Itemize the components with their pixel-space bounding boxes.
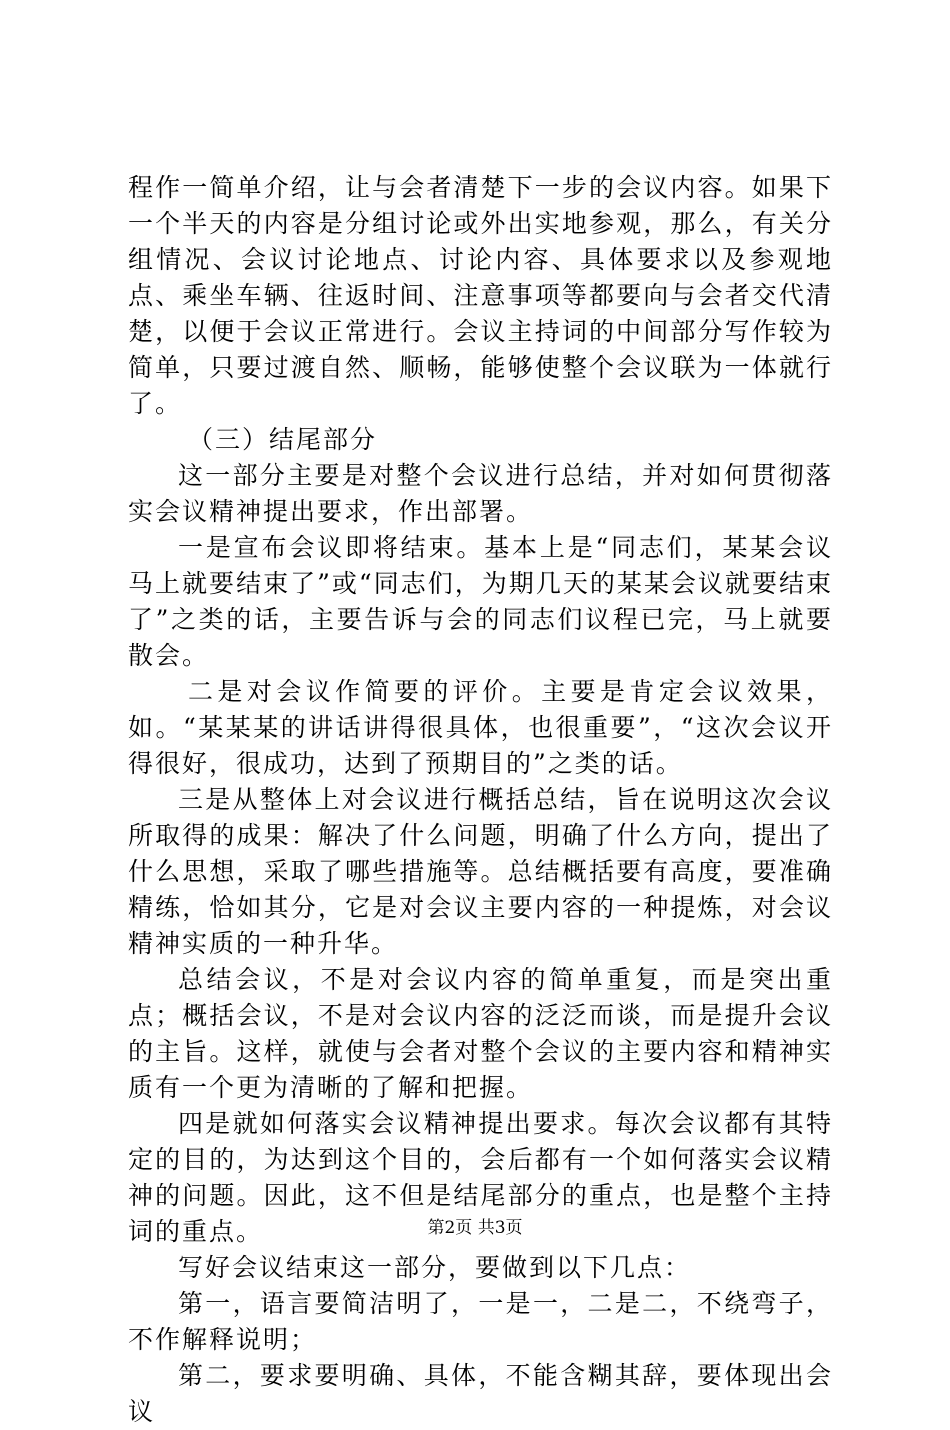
paragraph-point-one: 一是宣布会议即将结束。基本上是“同志们，某某会议马上就要结束了”或“同志们，为期几天的某某会议就要结束了”之类的话，主要告诉与会的同志们议程已完，马上就要散会。 xyxy=(128,533,833,670)
document-body xyxy=(128,170,833,1430)
page-number-footer: 第2页 共3页 xyxy=(427,1218,523,1238)
paragraph-summary: 总结会议，不是对会议内容的简单重复，而是突出重点；概括会议，不是对会议内容的泛泛而谈，而是提升会议的主旨。这样，就使与会者对整个会议的主要内容和精神实质有一个更为清晰的了解和把握。 xyxy=(128,965,833,1102)
paragraph-point-four: 四是就如何落实会议精神提出要求。每次会议都有其特定的目的，为达到这个目的，会后都有一个如何落实会议精神的问题。因此，这不但是结尾部分的重点，也是整个主持词的重点。 xyxy=(128,1109,833,1246)
paragraph-continuation: 程作一简单介绍，让与会者清楚下一步的会议内容。如果下一个半天的内容是分组讨论或外出实地参观，那么，有关分组情况、会议讨论地点、讨论内容、具体要求以及参观地点、乘坐车辆、往返时间、注意事项等都要向与会者交代清楚，以便于会议正常进行。会议主持词的中间部分写作较为简单，只要过渡自然、顺畅，能够使整个会议联为一体就行了。 xyxy=(128,173,833,418)
paragraph-second-requirement: 第二，要求要明确、具体，不能含糊其辞，要体现出会议 xyxy=(128,1361,833,1426)
paragraph-point-three: 三是从整体上对会议进行概括总结，旨在说明这次会议所取得的成果：解决了什么问题，明确了什么方向，提出了什么思想，采取了哪些措施等。总结概括要有高度，要准确精练，恰如其分，它是对会议主要内容的一种提炼，对会议精神实质的一种升华。 xyxy=(128,785,833,958)
paragraph-key-points-intro: 写好会议结束这一部分，要做到以下几点： xyxy=(178,1253,692,1282)
section-heading-ending: （三）结尾部分 xyxy=(188,425,378,454)
paragraph-first-requirement: 第一，语言要简洁明了，一是一，二是二，不绕弯子，不作解释说明； xyxy=(128,1289,833,1354)
paragraph-ending-intro: 这一部分主要是对整个会议进行总结，并对如何贯彻落实会议精神提出要求，作出部署。 xyxy=(128,461,833,526)
paragraph-point-two: 二是对会议作简要的评价。主要是肯定会议效果，如。“某某某的讲话讲得很具体，也很重要”，“这次会议开得很好，很成功，达到了预期目的”之类的话。 xyxy=(128,677,833,778)
